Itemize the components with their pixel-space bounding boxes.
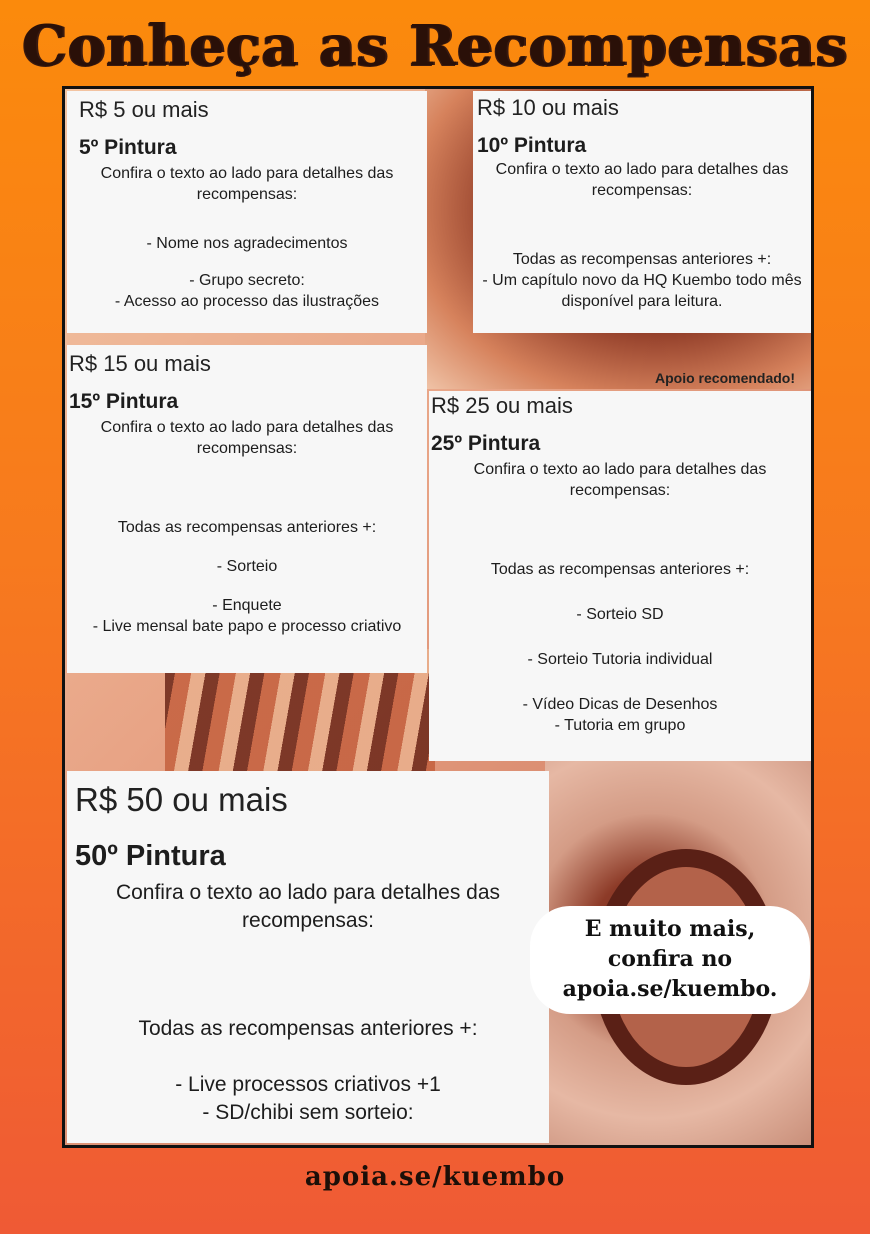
tier-description: Confira o texto ao lado para detalhes das recompensas: xyxy=(495,161,789,199)
tier-price: R$ 50 ou mais xyxy=(75,781,288,818)
recommended-label: Apoio recomendado! xyxy=(655,370,796,386)
tier-name: 10º Pintura xyxy=(477,134,587,157)
reward-panel-10 xyxy=(473,91,811,333)
tier-price: R$ 5 ou mais xyxy=(79,97,209,122)
reward-item: - Um capítulo novo da HQ Kuembo todo mês disponível para leitura. xyxy=(482,272,802,310)
reward-item: - Acesso ao processo das ilustrações xyxy=(114,293,380,310)
reward-panel-25 xyxy=(429,391,811,761)
tier-name: 15º Pintura xyxy=(69,390,179,413)
bubble-line: E muito mais, xyxy=(584,916,756,942)
tier-description: Confira o texto ao lado para detalhes das recompensas: xyxy=(100,419,394,457)
reward-item: - Grupo secreto: xyxy=(189,272,305,289)
footer-link[interactable]: apoia.se/kuembo xyxy=(304,1162,566,1192)
tier-description: Confira o texto ao lado para detalhes das recompensas: xyxy=(473,461,767,499)
reward-item: - Live mensal bate papo e processo criativo xyxy=(92,618,402,635)
reward-panel-5 xyxy=(67,91,427,333)
tier-description: Confira o texto ao lado para detalhes das recompensas: xyxy=(115,881,501,932)
reward-item: - Sorteio SD xyxy=(576,606,664,623)
reward-item: Todas as recompensas anteriores +: xyxy=(117,519,377,536)
reward-item: - Sorteio xyxy=(216,558,278,575)
reward-item: - Tutoria em grupo xyxy=(554,717,686,734)
page-title: Conheça as Recompensas xyxy=(22,13,848,79)
reward-panel-15 xyxy=(67,345,427,673)
reward-item: Todas as recompensas anteriores +: xyxy=(512,251,772,268)
reward-item: - Sorteio Tutoria individual xyxy=(527,651,713,668)
tier-price: R$ 15 ou mais xyxy=(69,351,211,376)
reward-item: Todas as recompensas anteriores +: xyxy=(138,1017,478,1040)
reward-item: - Enquete xyxy=(212,597,282,614)
tier-name: 5º Pintura xyxy=(79,136,177,159)
reward-item: - SD/chibi sem sorteio: xyxy=(202,1101,414,1124)
tier-name: 25º Pintura xyxy=(431,432,541,455)
tier-name: 50º Pintura xyxy=(75,840,226,872)
more-info-bubble xyxy=(530,906,810,1014)
tier-price: R$ 10 ou mais xyxy=(477,95,619,120)
reward-item: - Live processos criativos +1 xyxy=(175,1073,441,1096)
reward-item: Todas as recompensas anteriores +: xyxy=(490,561,750,578)
reward-panel-50 xyxy=(67,771,549,1143)
bubble-link[interactable]: apoia.se/kuembo. xyxy=(562,976,778,1002)
tier-description: Confira o texto ao lado para detalhes das recompensas: xyxy=(100,165,394,203)
reward-item: - Vídeo Dicas de Desenhos xyxy=(522,696,718,713)
bubble-line: confira no xyxy=(607,946,733,972)
tier-price: R$ 25 ou mais xyxy=(431,393,573,418)
reward-item: - Nome nos agradecimentos xyxy=(146,235,348,252)
